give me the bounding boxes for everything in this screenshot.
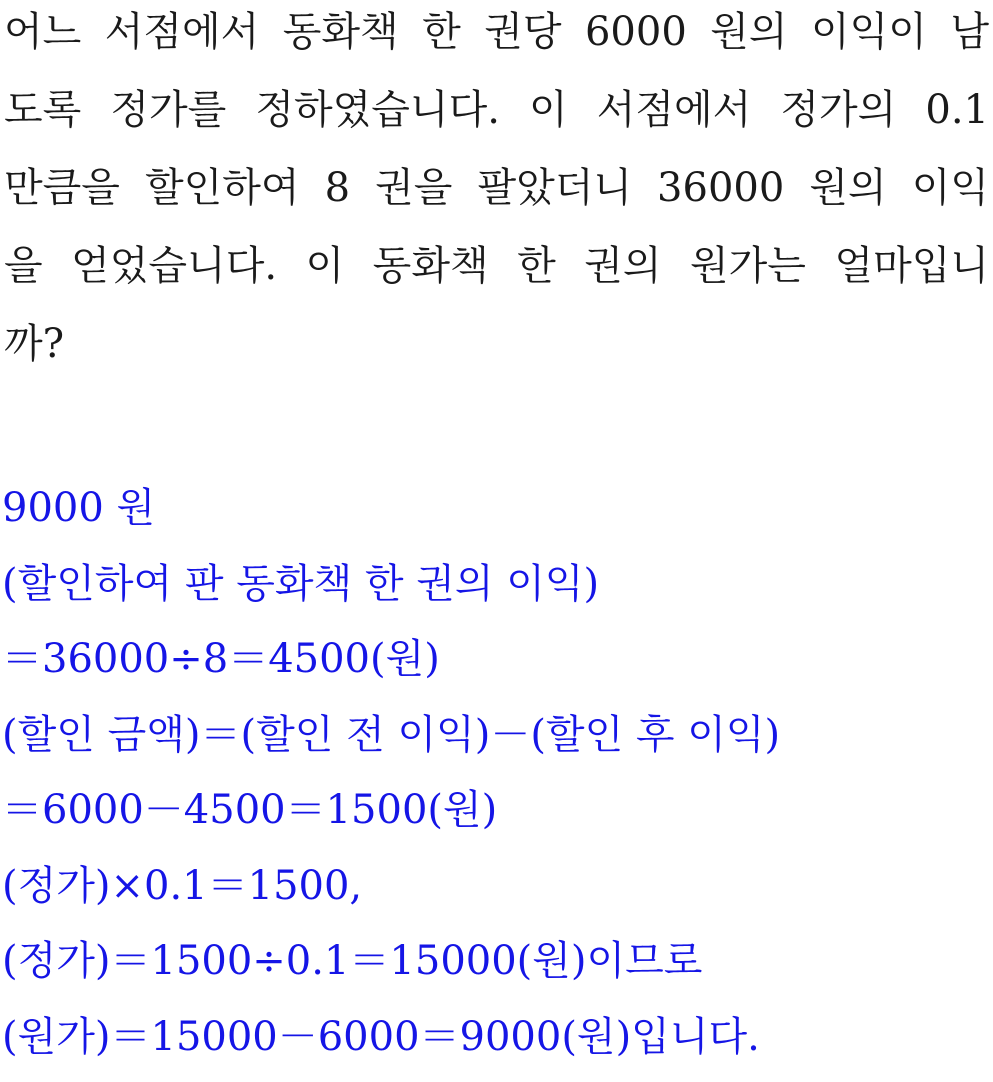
solution-step: (정가)＝1500÷0.1＝15000(원)이므로 <box>2 931 982 1007</box>
solution-step: (할인하여 판 동화책 한 권의 이익) <box>2 554 982 630</box>
question-text <box>4 0 989 390</box>
solution-text <box>2 478 982 1082</box>
question-line: 까? <box>4 312 989 390</box>
solution-step: (할인 금액)＝(할인 전 이익)－(할인 후 이익) <box>2 705 982 781</box>
question-line: 을 얻었습니다. 이 동화책 한 권의 원가는 얼마입니 <box>4 234 989 312</box>
solution-step: ＝36000÷8＝4500(원) <box>2 629 982 705</box>
solution-step: ＝6000－4500＝1500(원) <box>2 780 982 856</box>
question-line: 만큼을 할인하여 8 권을 팔았더니 36000 원의 이익 <box>4 156 989 234</box>
question-line: 도록 정가를 정하였습니다. 이 서점에서 정가의 0.1 <box>4 78 989 156</box>
solution-step: (원가)＝15000－6000＝9000(원)입니다. <box>2 1007 982 1082</box>
solution-step: (정가)×0.1＝1500, <box>2 856 982 932</box>
answer-line: 9000 원 <box>2 478 982 554</box>
question-line: 어느 서점에서 동화책 한 권당 6000 원의 이익이 남 <box>4 0 989 78</box>
